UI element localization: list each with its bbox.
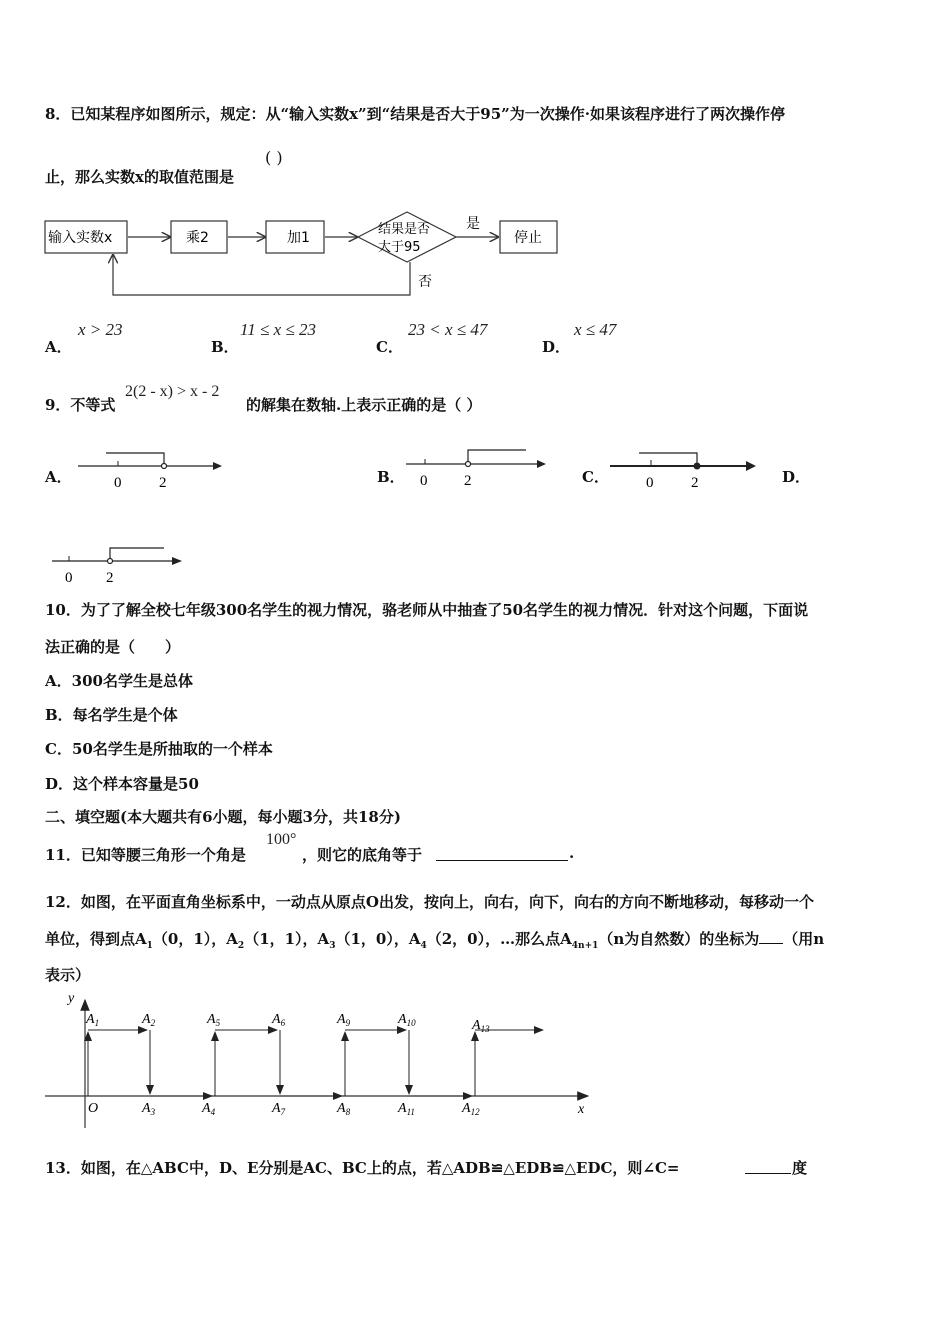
label-a12: $A_{12}$ <box>462 1101 480 1117</box>
label-a9: $A_9$ <box>337 1012 351 1028</box>
axis-arrow <box>746 461 756 471</box>
origin-label: O <box>88 1101 99 1116</box>
q13-end: 度 <box>792 1159 808 1177</box>
q8-option-c-label: C． <box>376 338 403 356</box>
q8-line1: 8．已知某程序如图所示，规定：从“输入实数x”到“结果是否大于95”为一次操作·如果该程序进行了两次操作停 <box>45 105 785 123</box>
q10-line1: 10．为了了解全校七年级300名学生的视力情况，骆老师从中抽查了50名学生的视力情况．针对这个问题，下面说 <box>45 601 809 619</box>
q9-option-b-label: B． <box>377 468 405 486</box>
label-a1: $A_1$ <box>86 1012 100 1028</box>
flow-decision-text-2: 大于95 <box>378 240 421 255</box>
flow-multiply-text: 乘2 <box>186 230 209 246</box>
label-a8: $A_8$ <box>337 1101 351 1117</box>
label-a11: $A_{11}$ <box>398 1101 415 1117</box>
label-a4: $A_4$ <box>202 1101 216 1117</box>
y-axis-label: y <box>68 991 75 1006</box>
axis-arrow <box>213 462 222 470</box>
q9-option-d-numberline <box>48 540 198 588</box>
label-a3: $A_3$ <box>142 1101 156 1117</box>
q8-option-d-label: D． <box>542 338 571 356</box>
q9-prefix: 9．不等式 <box>45 396 116 414</box>
tick-label-0: 0 <box>65 570 73 586</box>
solution-bracket <box>110 548 164 561</box>
solution-bracket <box>106 453 164 466</box>
q8-option-a-label: A． <box>45 338 72 356</box>
label-a6: $A_6$ <box>272 1012 286 1028</box>
q9-option-c-label: C． <box>582 468 609 486</box>
q11-prefix: 11．已知等腰三角形一个角是 <box>45 846 246 864</box>
q9-option-c-numberline <box>606 445 766 493</box>
q9-option-d-label: D． <box>782 468 811 486</box>
tick-label-0: 0 <box>420 473 428 489</box>
flow-yes-label: 是 <box>466 216 480 232</box>
solid-point <box>694 463 700 469</box>
q9-option-a-label: A． <box>45 468 72 486</box>
q12-line2: 单位，得到点$A_1(0$，1），$A_2(1$，1），$A_3(1$，0），$A_4(2$，0），…那么点$A_{4n+1}(n$为自然数）的坐标为 （用n <box>45 930 825 951</box>
open-point <box>466 462 471 467</box>
q11-answer-blank[interactable] <box>436 845 568 861</box>
q9-suffix: 的解集在数轴.上表示正确的是（ ） <box>246 396 482 414</box>
q8-option-d-expr: x ≤ 47 <box>574 320 617 339</box>
q10-option-c: C．50名学生是所抽取的一个样本 <box>45 740 273 758</box>
open-point <box>108 559 113 564</box>
axis-arrow <box>537 460 546 468</box>
q8-option-b-label: B． <box>211 338 239 356</box>
x-axis-label: x <box>578 1102 585 1117</box>
q11-end: . <box>569 844 575 862</box>
q8-paren: ( ) <box>265 148 283 167</box>
tick-label-2: 2 <box>464 473 472 489</box>
flow-add-text: 加1 <box>287 230 310 246</box>
section-2-heading: 二、填空题(本大题共有6小题，每小题3分，共18分) <box>45 808 401 826</box>
q10-option-a: A．300名学生是总体 <box>45 672 193 690</box>
q8-option-a-expr: x > 23 <box>78 320 123 339</box>
flow-loop-arrow <box>113 255 410 295</box>
q12-line3: 表示） <box>45 966 91 984</box>
q13-text: 13．如图，在△ABC中，D、E分别是AC、BC上的点，若△ADB≌△EDB≌△EDC，则∠C= <box>45 1159 680 1177</box>
q13-answer-blank[interactable] <box>745 1158 791 1174</box>
solution-bracket <box>468 450 526 464</box>
q8-option-c-expr: 23 < x ≤ 47 <box>408 320 488 339</box>
q9-option-a-numberline <box>70 445 230 493</box>
flow-no-label: 否 <box>418 274 432 290</box>
flow-decision-text-1: 结果是否 <box>378 222 431 237</box>
q12-answer-blank[interactable] <box>759 929 783 944</box>
axis-arrow <box>172 557 182 565</box>
q9-expr: 2(2 - x) > x - 2 <box>125 383 220 400</box>
tick-label-2: 2 <box>106 570 114 586</box>
q10-line2: 法正确的是（ ） <box>45 638 181 656</box>
flow-input-text: 输入实数x <box>48 230 113 246</box>
label-a5: $A_5$ <box>207 1012 221 1028</box>
q11-angle: 100° <box>266 831 297 848</box>
q8-flowchart <box>0 200 600 305</box>
tick-label-2: 2 <box>691 475 699 491</box>
q12-coordinate-graph <box>40 990 600 1135</box>
flow-stop-text: 停止 <box>514 230 542 246</box>
solution-bracket <box>639 453 697 466</box>
tick-label-2: 2 <box>159 475 167 491</box>
label-a7: $A_7$ <box>272 1101 286 1117</box>
open-point <box>162 464 167 469</box>
q8-line2: 止，那么实数x的取值范围是 <box>45 168 234 186</box>
label-a13: $A_{13}$ <box>472 1018 490 1034</box>
tick-label-0: 0 <box>646 475 654 491</box>
q12-line1: 12．如图，在平面直角坐标系中，一动点从原点O出发，按向上，向右，向下，向右的方向不断地移动，每移动一个 <box>45 893 814 911</box>
tick-label-0: 0 <box>114 475 122 491</box>
q11-suffix: ，则它的底角等于 <box>302 846 423 864</box>
q10-option-d: D．这个样本容量是50 <box>45 775 199 793</box>
label-a10: $A_{10}$ <box>398 1012 416 1028</box>
q9-option-b-numberline <box>400 443 560 491</box>
q8-option-b-expr: 11 ≤ x ≤ 23 <box>240 320 316 339</box>
q10-option-b: B．每名学生是个体 <box>45 706 178 724</box>
label-a2: $A_2$ <box>142 1012 156 1028</box>
